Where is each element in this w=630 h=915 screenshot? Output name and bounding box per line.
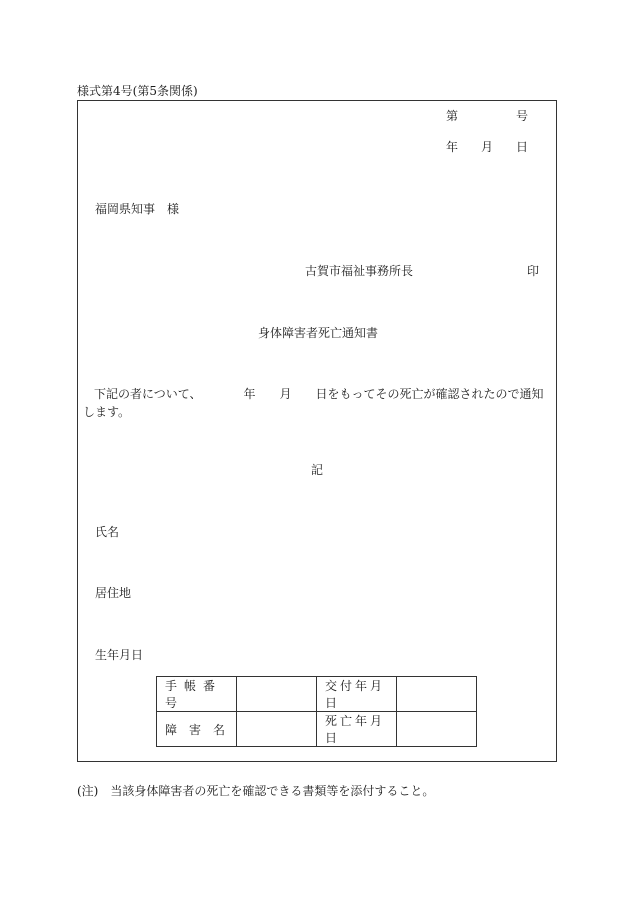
table-cell-value bbox=[237, 677, 317, 712]
date-month: 月 bbox=[481, 140, 494, 154]
form-frame bbox=[77, 100, 557, 762]
date-day: 日 bbox=[516, 140, 529, 154]
date-year: 年 bbox=[446, 140, 459, 154]
sender-name: 古賀市福祉事務所長 bbox=[305, 264, 414, 278]
ki-heading: 記 bbox=[311, 463, 324, 477]
info-table bbox=[156, 676, 477, 747]
doc-number-suffix: 号 bbox=[516, 109, 529, 123]
table-cell-label: 手帳番号 bbox=[157, 677, 237, 712]
seal-mark: 印 bbox=[527, 264, 540, 278]
table-cell-label: 死亡年月日 bbox=[317, 712, 397, 747]
document-title: 身体障害者死亡通知書 bbox=[258, 326, 379, 340]
table-row bbox=[157, 712, 477, 747]
form-number: 様式第4号(第5条関係) bbox=[77, 84, 198, 98]
table-row bbox=[157, 677, 477, 712]
name-label: 氏名 bbox=[95, 525, 120, 539]
addressee: 福岡県知事 様 bbox=[95, 202, 180, 216]
table-cell-value bbox=[397, 712, 477, 747]
footnote: (注) 当該身体障害者の死亡を確認できる書類等を添付すること。 bbox=[77, 784, 435, 798]
table-cell-label: 障 害 名 bbox=[157, 712, 237, 747]
table-cell-value bbox=[397, 677, 477, 712]
table-cell-value bbox=[237, 712, 317, 747]
body-text: 下記の者について、 年 月 日をもってその死亡が確認されたので通知します。 bbox=[83, 387, 544, 419]
table-cell-label: 交付年月日 bbox=[317, 677, 397, 712]
birthdate-label: 生年月日 bbox=[95, 648, 144, 662]
doc-number-prefix: 第 bbox=[446, 109, 459, 123]
address-label: 居住地 bbox=[95, 586, 132, 600]
